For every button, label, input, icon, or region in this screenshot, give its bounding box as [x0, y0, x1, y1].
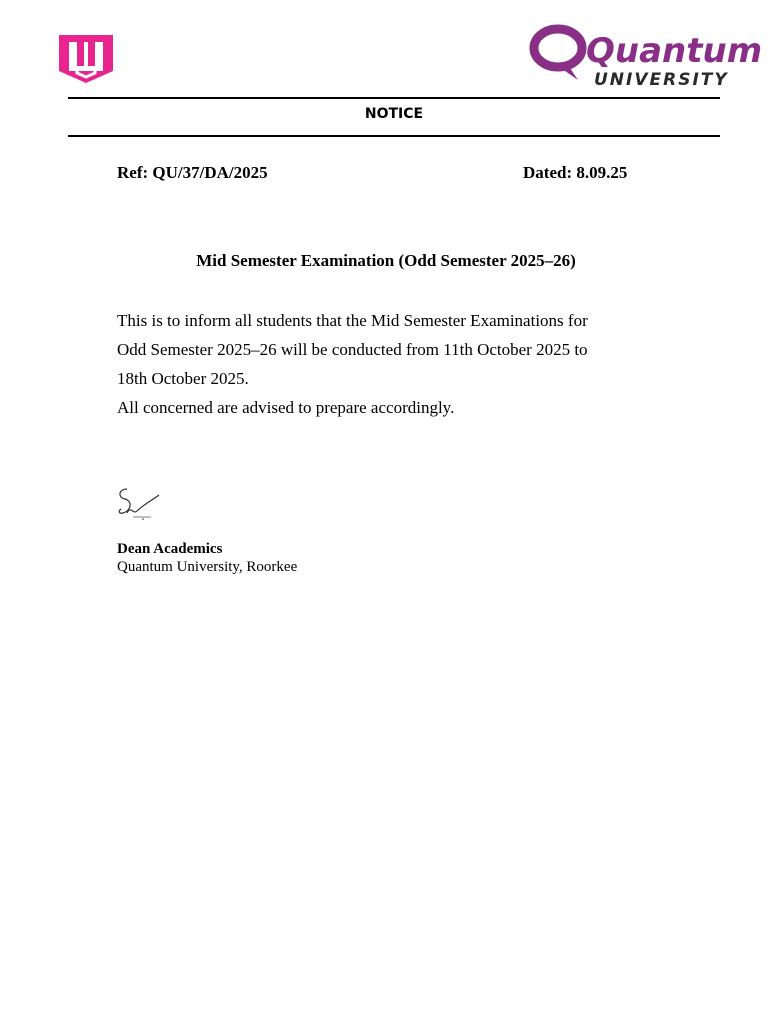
reference-number: Ref: QU/37/DA/2025: [117, 163, 268, 182]
notice-date: Dated: 8.09.25: [523, 163, 628, 182]
signatory-organization: Quantum University, Roorkee: [117, 559, 298, 575]
header-rule-top: [68, 97, 720, 99]
qu-shield-logo-icon: [57, 33, 115, 85]
handwritten-signature: [113, 483, 165, 525]
body-line: All concerned are advised to prepare accordingly.: [117, 398, 455, 417]
signatory-name: Dean Academics: [117, 541, 223, 557]
header-rule-bottom: [68, 135, 720, 137]
quantum-university-logo: [528, 24, 763, 90]
notice-body: [117, 306, 637, 422]
notice-title: NOTICE: [364, 106, 424, 122]
notice-subject: Mid Semester Examination (Odd Semester 2025–26): [196, 251, 576, 270]
logo-subtext: UNIVERSITY: [594, 70, 729, 90]
body-line: Odd Semester 2025–26 will be conducted from 11th October 2025 to: [117, 340, 588, 359]
body-line: 18th October 2025.: [117, 369, 249, 388]
body-line: This is to inform all students that the Mid Semester Examinations for: [117, 311, 588, 330]
logo-wordmark: Quantum: [586, 31, 763, 71]
